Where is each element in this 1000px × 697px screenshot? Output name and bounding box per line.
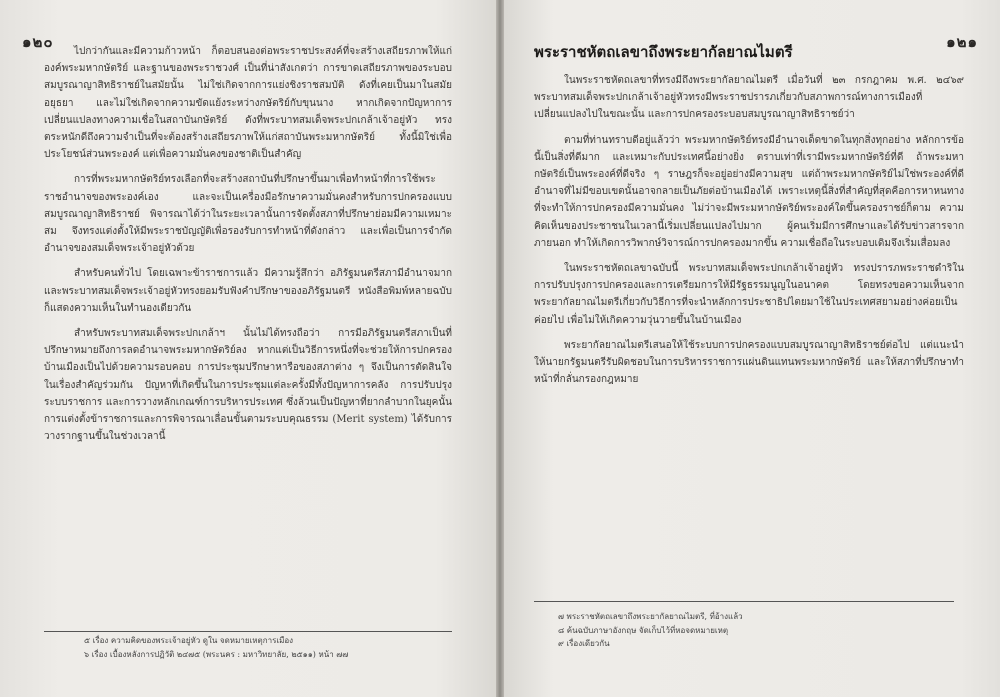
- body-text: [534, 72, 964, 396]
- book-gutter: [496, 0, 504, 697]
- footnotes: [84, 634, 464, 661]
- page-number: ๑๒๑: [946, 33, 978, 51]
- left-page: [0, 0, 496, 697]
- footnote: ๕ เรื่อง ความคิดของพระเจ้าอยู่หัว ดูใน จดหมายเหตุการเมือง: [84, 636, 294, 645]
- paragraph: ในพระราชหัตถเลขาที่ทรงมีถึงพระยากัลยาณไมตรี เมื่อวันที่ ๒๓ กรกฎาคม พ.ศ. ๒๔๖๙ พระบาทสมเด็จพระปกเกล้าเจ้าอยู่หัวทรงมีพระราชปรารภเกี่ยวกับสภาพการณ์ทางการเมืองที่เปลี่ยนแปลงไปในขณะนั้น และการปกครองระบอบสมบูรณาญาสิทธิราชย์ว่า: [534, 75, 964, 121]
- paragraph: ตามที่ท่านทราบดีอยู่แล้วว่า พระมหากษัตริย์ทรงมีอำนาจเด็ดขาดในทุกสิ่งทุกอย่าง หลักการข้อนี้เป็นสิ่งที่ดีมาก และเหมาะกับประเทศนี้อย่างยิ่ง ตราบเท่าที่เรามีพระมหากษัตริย์ที่ดี ถ้าพระมหากษัตริย์เป็นพระองค์ที่ดีจริง ๆ ราษฎรก็จะอยู่อย่างมีความสุข แต่ถ้าพระมหากษัตริย์ไม่ใช่พระองค์ที่ดี อำนาจที่ไม่มีขอบเขตนั้นอาจกลายเป็นภัยต่อบ้านเมืองได้ เพราะเหตุนี้สิ่งที่สำคัญที่สุดคือการหาหนทางที่จะทำให้การปกครองมีความมั่นคง ไม่ว่าจะมีพระมหากษัตริย์พระองค์ใดขึ้นครองราชย์ก็ตาม ความคิดเห็นของประชาชนในเวลานี้เริ่มเปลี่ยนแปลงไปมาก ผู้คนเริ่มมีการศึกษาและได้รับข่าวสารจากภายนอก ทำให้เกิดการวิพากษ์วิจารณ์การปกครองมากขึ้น ความเชื่อถือในระบอบเดิมจึงเริ่มเสื่อมลง: [534, 134, 964, 249]
- right-page: [504, 0, 1000, 697]
- footnote: ๙ เรื่องเดียวกัน: [558, 639, 610, 648]
- footnote-separator: [44, 631, 452, 632]
- paragraph: สำหรับคนทั่วไป โดยเฉพาะข้าราชการแล้ว มีความรู้สึกว่า อภิรัฐมนตรีสภามีอำนาจมาก และพระบาทสมเด็จพระเจ้าอยู่หัวทรงยอมรับฟังคำปรึกษาของอภิรัฐมนตรี หนังสือพิมพ์หลายฉบับก็แสดงความเห็นในทำนองเดียวกัน: [44, 268, 452, 314]
- body-text: [44, 43, 452, 453]
- paragraph: ในพระราชหัตถเลขาฉบับนี้ พระบาทสมเด็จพระปกเกล้าเจ้าอยู่หัว ทรงปรารภพระราชดำริในการปรับปรุงการปกครองและการเตรียมการให้มีรัฐธรรมนูญในอนาคต โดยทรงขอความเห็นจากพระยากัลยาณไมตรีเกี่ยวกับวิธีการที่จะนำหลักการประชาธิปไตยมาใช้ในประเทศสยามอย่างค่อยเป็นค่อยไป เพื่อไม่ให้เกิดความวุ่นวายขึ้นในบ้านเมือง: [534, 263, 964, 326]
- footnote: ๘ ค้นฉบับภาษาอังกฤษ จัดเก็บไว้ที่หอจดหมายเหตุ: [558, 625, 729, 635]
- page-number: ๑๒๐: [22, 33, 54, 51]
- paragraph: การที่พระมหากษัตริย์ทรงเลือกที่จะสร้างสถาบันที่ปรึกษาขึ้นมาเพื่อทำหน้าที่การใช้พระราชอำนาจของพระองค์เอง และจะเป็นเครื่องมือรักษาความมั่นคงสำหรับการปกครองแบบสมบูรณาญาสิทธิราชย์ พิจารณาได้ว่าในระยะเวลานั้นการจัดตั้งสภาที่ปรึกษาย่อมมีความเหมาะสม จึงทรงแต่งตั้งให้มีพระราชบัญญัติเพื่อรองรับการทำหน้าที่ดังกล่าว และเพื่อเป็นการจำกัดอำนาจของสมเด็จพระเจ้าอยู่หัวด้วย: [44, 174, 452, 255]
- paragraph: สำหรับพระบาทสมเด็จพระปกเกล้าฯ นั้นไม่ได้ทรงถือว่า การมีอภิรัฐมนตรีสภาเป็นที่ปรึกษาหมายถึงการลดอำนาจพระมหากษัตริย์ลง หากแต่เป็นวิธีการหนึ่งที่จะช่วยให้การปกครองบ้านเมืองเป็นไปด้วยความรอบคอบ การประชุมปรึกษาหารือของสภาต่าง ๆ จึงเป็นการตัดสินใจในเรื่องสำคัญร่วมกัน ปัญหาที่เกิดขึ้นในการประชุมแต่ละครั้งมีทั้งปัญหาการคลัง การปรับปรุงระบบราชการ และการวางหลักเกณฑ์การบริหารประเทศ ซึ่งล้วนเป็นปัญหาที่ยากลำบากในยุคนั้น การแต่งตั้งข้าราชการและการพิจารณาเลื่อนขั้นตามระบบคุณธรรม (Merit system) ได้รับการวางรากฐานขึ้นในช่วงเวลานี้: [44, 328, 452, 443]
- paragraph: ไปกว่ากันและมีความก้าวหน้า ก็ตอบสนองต่อพระราชประสงค์ที่จะสร้างเสถียรภาพให้แก่องค์พระมหากษัตริย์ และฐานของพระราชวงศ์ เป็นที่น่าสังเกตว่า การขาดเสถียรภาพของระบอบสมบูรณาญาสิทธิราชย์ในสมัยนั้น ไม่ใช่เกิดจากการแย่งชิงราชสมบัติ ดังที่เคยเป็นมาในสมัยอยุธยา และไม่ใช่เกิดจากความขัดแย้งระหว่างกษัตริย์กับขุนนาง หากเกิดจากปัญหาการเปลี่ยนแปลงทางความเชื่อในสถาบันกษัตริย์ ดังที่พระบาทสมเด็จพระปกเกล้าเจ้าอยู่หัว ทรงตระหนักดีถึงความจำเป็นที่จะต้องสร้างเสถียรภาพให้แก่สถาบันพระมหากษัตริย์ ทั้งนี้มิใช่เพื่อประโยชน์ส่วนพระองค์ แต่เพื่อความมั่นคงของชาติเป็นสำคัญ: [44, 46, 452, 161]
- section-heading: พระราชหัตถเลขาถึงพระยากัลยาณไมตรี: [534, 43, 793, 61]
- footnote: ๗ พระราชหัตถเลขาถึงพระยากัลยาณไมตรี, ที่อ้างแล้ว: [558, 612, 743, 621]
- footnote: ๖ เรื่อง เบื้องหลังการปฏิวัติ ๒๔๗๕ (พระนคร : มหาวิทยาลัย, ๒๕๑๑) หน้า ๗๗: [84, 649, 349, 659]
- footnote-separator: [534, 601, 954, 602]
- footnotes: [558, 610, 958, 651]
- paragraph: พระยากัลยาณไมตรีเสนอให้ใช้ระบบการปกครองแบบสมบูรณาญาสิทธิราชย์ต่อไป แต่แนะนำให้นายกรัฐมนตรีรับผิดชอบในการบริหารราชการแผ่นดินแทนพระมหากษัตริย์ และให้สภาที่ปรึกษาทำหน้าที่กลั่นกรองกฎหมาย: [534, 339, 964, 386]
